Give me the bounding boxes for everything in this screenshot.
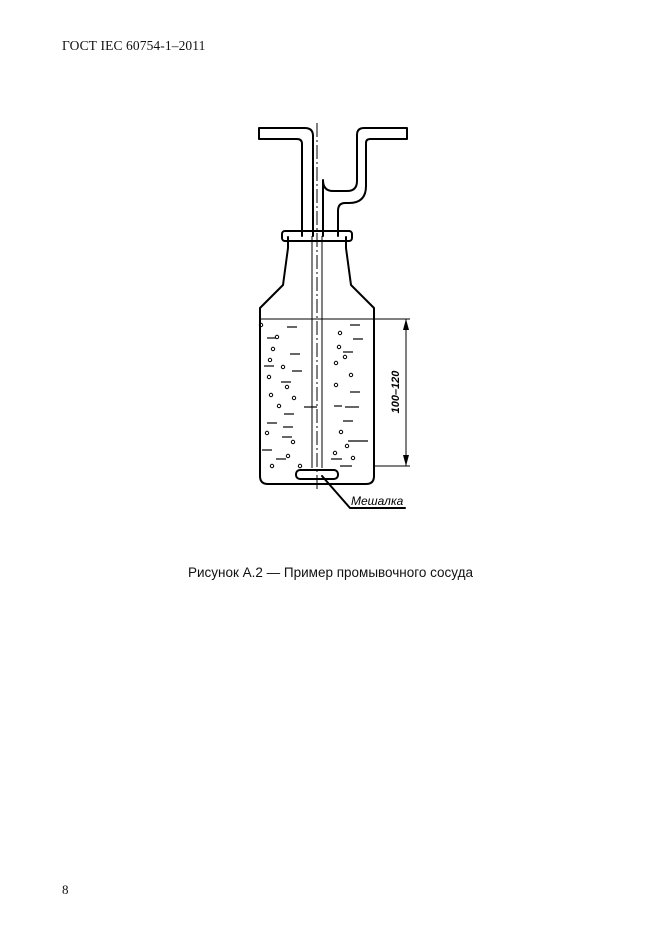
liquid-marks [262,325,368,466]
bubbles [259,323,354,467]
stirrer-label: Мешалка [351,494,404,508]
page-number: 8 [62,882,69,897]
figure-caption: Рисунок А.2 — Пример промывочного сосуда [187,565,473,580]
inlet-tube [259,128,313,236]
outlet-tube [323,128,407,236]
dimension-label: 100–120 [390,370,402,414]
document-header: ГОСТ IEC 60754-1–2011 [62,38,206,53]
